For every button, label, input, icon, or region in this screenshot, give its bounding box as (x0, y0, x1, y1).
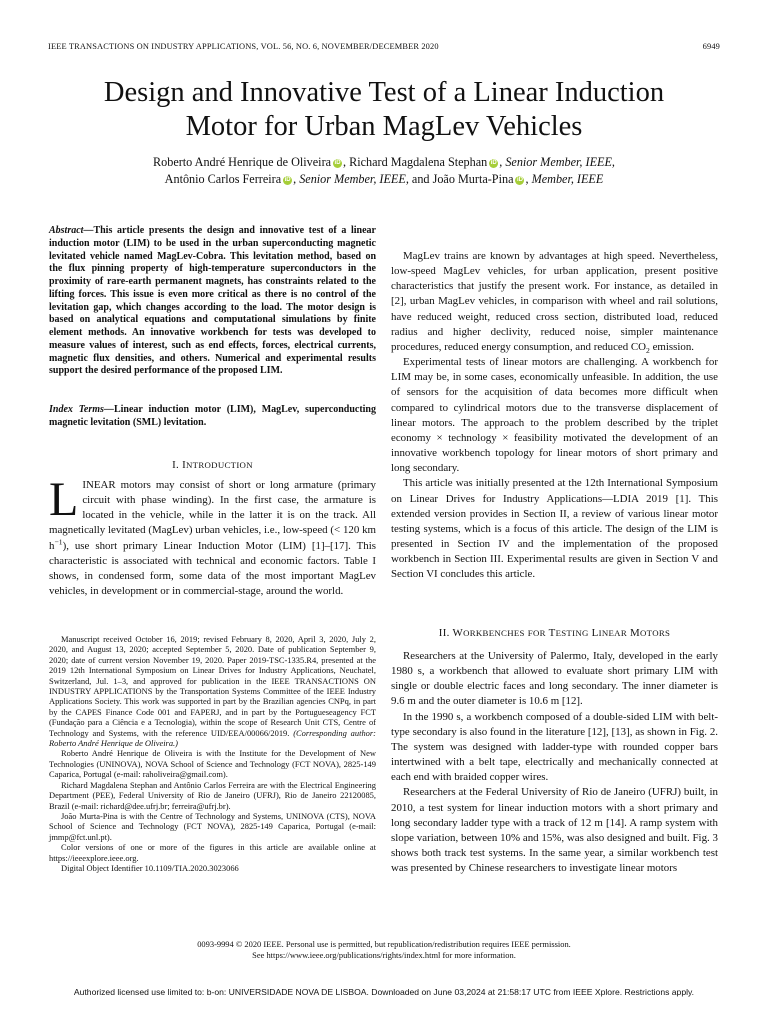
intro-continued (391, 249, 718, 582)
orcid-icon[interactable]: iD (490, 160, 497, 166)
conjunction: and (411, 172, 430, 186)
paragraph: Researchers at the Federal University of Rio de Janeiro (UFRJ) built, in 2010, a test system for linear induction motors with a short primary and long secondary ladder type with a track of 12 m [14]. A ramp system with slope variation, between 10% and 15%, was also designed and built. Fig. 3 shows both track test systems. In the same year, a similar workbench test was presented by Chinese researchers to investigate linear motors (391, 786, 718, 875)
paragraph: Experimental tests of linear motors are challenging. A workbench for LIM may be, in some cases, economically unfeasible. In addition, the use of sensors for the acquisition of data becomes more difficult when compared to cylindrical motors due to the transverse displacement of linear motors. The approach to the problem described by the triplet economy × technology × feasibility motivated the development of an innovative workbench topology for linear motors of short primary and long secondary. (391, 356, 718, 475)
author-line-1: Roberto André Henrique de Oliveira iD , Richard Magdalena Stephan iD , Senior Member, IEEE, (153, 155, 615, 169)
footnote-affiliation: Richard Magdalena Stephan and Antônio Carlos Ferreira are with the Electrical Engineering Department (PEE), Federal University of Rio de Janeiro (UFRJ), Rio de Janeiro 22120085, Brazil (e-mail: richard@dee.ufrj.br; ferreira@ufrj.br). (49, 779, 376, 811)
title-line-1: Design and Innovative Test of a Linear Induction (103, 77, 665, 108)
author-list (40, 154, 728, 188)
orcid-icon[interactable]: iD (516, 177, 523, 183)
author-role: Senior Member, IEEE, (505, 155, 615, 169)
copyright-notice: 0093-9994 © 2020 IEEE. Personal use is permitted, but republication/redistribution requires IEEE permission. See https://www.ieee.org/publications/rights/index.html for more information. (197, 939, 571, 960)
orcid-icon[interactable]: iD (284, 177, 291, 183)
paragraph: In the 1990 s, a workbench composed of a double-sided LIM with belt-type secondary is also found in the literature [12], [13], as shown in Fig. 2. The system was designed with ladder-type with rounded copper bars intertwined with a belt tape, electrically and mechanically connected at each end with braided copper wires. (391, 710, 718, 784)
footnote-affiliation: João Murta-Pina is with the Centre of Technology and Systems, UNINOVA (CTS), NOVA School of Science and Technology (FCT NOVA), 2825-149 Caparica, Portugal (e-mail: jmmp@fct.unl.pt). (49, 810, 376, 842)
author-role: Senior Member, IEEE, (299, 172, 409, 186)
intro-paragraph: LINEAR motors may consist of short or long armature (primary circuit with phase winding). In the first case, the armature is located in the vehicle, while in the latter it is on the track. All magnetically levitated (MagLev) urban vehicles, i.e., low-speed (< 120 km $h^{-1}$), use short primary Linear Induction Motor (LIM) [1]–[17]. This characteristic is associated with technical and economic factors. Table I shows, in condensed form, some data of the most important MagLev vehicles, in development or in commercial-stage, around the world. (49, 473, 376, 598)
first-page-footnote (49, 634, 376, 873)
page-number: 6949 (702, 42, 720, 51)
index-terms-text: Linear induction motor (LIM), MagLev, superconducting magnetic levitation (SML) levitation. (49, 404, 376, 428)
paragraph: This article was initially presented at the 12th International Symposium on Linear Drives for Industry Applications—LDIA 2019 [1]. This extended version provides in Section II, a review of various linear motor testing systems, which is a focus of this article. The design of the LIM is presented in Section IV and the implementation of the proposed workbench in Section III. Experimental results are given in Section V and Section VI concludes this article. (391, 477, 718, 581)
index-terms-label: Index Terms— (49, 404, 114, 415)
abstract-label: Abstract— (49, 225, 94, 236)
abstract-text: This article presents the design and innovative test of a linear induction motor (LIM) to be used in the urban superconducting magnetic levitated vehicle named MagLev-Cobra. This levitation method, based on the flux pinning property of high-temperature superconductors in the proximity of rare-earth permanent magnets, has constraints related to the lifting forces. This issue is even more critical as there is no control of the levitation gap, which changes according to the load. The motor design is based on analytical equations and computational simulations by finite element methods. An innovative workbench for tests was developed to measure values of interest, such as end effects, forces, electrical currents, magnetic flux densities, and others. Numerical and experimental results support the desired performance of the proposed LIM. (49, 225, 376, 377)
paragraph: MagLev trains are known by advantages at high speed. Nevertheless, low-speed MagLev vehicles, for urban application, present positive characteristics that justify the present work. For instance, as detailed in [2], urban MagLev vehicles, in comparison with wheel and rail solutions, have reduced weight, reduced cross section, distributed load, reduced radius and higher declivity, reduced noise, simpler maintenance procedures, reduced energy consumption, and reduced $CO_2$ emission. (391, 250, 718, 356)
orcid-icon[interactable]: iD (334, 160, 341, 166)
license-notice: Authorized licensed use limited to: b-on: UNIVERSIDADE NOVA DE LISBOA. Downloaded on June 03,2024 at 21:58:17 UTC from IEEE Xplore. Restrictions apply. (73, 987, 695, 997)
author-line-2: Antônio Carlos Ferreira iD , Senior Member, IEEE, and João Murta-Pina iD , Member, IEEE (164, 172, 604, 186)
author-name: Richard Magdalena Stephan (349, 155, 488, 169)
section-heading-workbenches: II. WORKBENCHES FOR TESTING LINEAR MOTORS (438, 627, 671, 639)
abstract (49, 225, 376, 378)
author-name: João Murta-Pina (432, 172, 514, 186)
paragraph: Researchers at the University of Palermo, Italy, developed in the early 1980 s, a workbench that allowed to evaluate short primary LIM with single or double electric faces and long secondary. The inner diameter is 9.6 m and the outer diameter is 10.6 m [12]. (391, 650, 718, 708)
running-header (48, 42, 720, 51)
drop-cap: L (49, 473, 79, 526)
footnote-manuscript: Manuscript received October 16, 2019; revised February 8, 2020, April 3, 2020, July 2, 2020, and August 13, 2020; accepted September 5, 2020. Date of publication September 9, 2020; date of current version November 19, 2020. Paper 2019-TSC-1335.R4, presented at the 2019 12th International Symposium on Linear Drives for Industry Applications, Neuchatel, Switzerland, Jul. 1–3, and approved for publication in the IEEE TRANSACTIONS ON INDUSTRY APPLICATIONS by the Transportation Systems Committee of the IEEE Industry Applications Society. This work was supported in part by the Brazilian agencies CNPq, in part by the CAPES Finance Code 001 and FAPERJ, and in part by the Portugueseagency FCT (Fundação para a Ciência e a Tecnologia), within the scope of Research Unit CTS, Centre of Technology and Systems, with the reference UID/EEA/00066/2019. (Corresponding author: Roberto André Henrique de Oliveira.) (49, 634, 376, 749)
author-name: Antônio Carlos Ferreira (164, 172, 282, 186)
index-terms (49, 404, 376, 430)
section-2-body (391, 649, 718, 876)
author-name: Roberto André Henrique de Oliveira (153, 155, 332, 169)
section-heading-introduction: I. INTRODUCTION (172, 459, 253, 471)
author-role: Member, IEEE (531, 172, 604, 186)
footnote-color-note: Color versions of one or more of the figures in this article are available online at https://ieeexplore.ieee.org. (49, 842, 376, 863)
journal-name: IEEE TRANSACTIONS ON INDUSTRY APPLICATIONS, VOL. 56, NO. 6, NOVEMBER/DECEMBER 2020 (48, 42, 439, 51)
paper-title (40, 76, 728, 144)
footnote-doi: Digital Object Identifier 10.1109/TIA.2020.3023066 (61, 862, 239, 873)
footnote-affiliation: Roberto André Henrique de Oliveira is with the Institute for the Development of New Technologies (UNINOVA), NOVA School of Science and Technology (FCT NOVA), 2825-149 Caparica, Portugal (e-mail: raholiveira@gmail.com). (49, 748, 376, 780)
title-line-2: Motor for Urban MagLev Vehicles (185, 111, 583, 142)
